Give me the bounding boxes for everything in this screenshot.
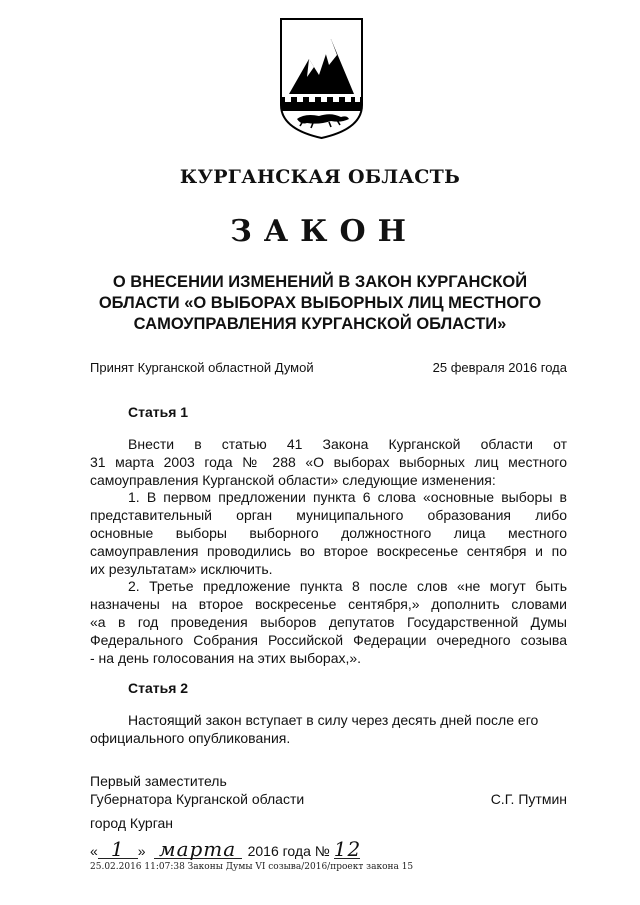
- article-1-item-2-line: назначены на второе воскресенье сентября,» дополнить словами: [90, 596, 567, 613]
- adopted-date: 25 февраля 2016 года: [432, 360, 567, 375]
- article-1-line: 31 марта 2003 года № 288 «О выборах выборных лиц местного: [90, 453, 567, 470]
- signatory-position: Губернатора Курганской области: [90, 791, 305, 807]
- law-title-line: О ВНЕСЕНИИ ИЗМЕНЕНИЙ В ЗАКОН КУРГАНСКОЙ: [112, 273, 528, 291]
- law-title: [60, 272, 580, 335]
- article-1-line: Внести в статью 41 Закона Курганской области от: [128, 436, 567, 452]
- place-of-signing: город Курган: [90, 815, 174, 831]
- date-close-quote: »: [137, 843, 146, 859]
- adopted-by: Принят Курганской областной Думой: [90, 360, 314, 375]
- article-1-item-2-line: Федерального Собрания Российской Федерации очередного созыва: [90, 631, 567, 648]
- law-title-line: ОБЛАСТИ «О ВЫБОРАХ ВЫБОРНЫХ ЛИЦ МЕСТНОГО: [98, 294, 542, 312]
- document-type: ЗАКОН: [230, 214, 418, 249]
- date-open-quote: «: [90, 843, 98, 859]
- date-line: [90, 837, 362, 861]
- document-footer: 25.02.2016 11:07:38 Законы Думы VI созыва/2016/проект закона 15: [90, 862, 414, 872]
- article-1-item-1-line: основные выборы выборного должностного лица местного: [90, 524, 567, 541]
- article-1-body: [90, 436, 567, 667]
- article-2-line: Настоящий закон вступает в силу через десять дней после его: [128, 712, 539, 728]
- article-2-heading: Статья 2: [128, 680, 189, 696]
- law-number-handwritten: 12: [333, 837, 362, 861]
- signatory-name: С.Г. Путмин: [490, 791, 567, 807]
- region-name: КУРГАНСКАЯ ОБЛАСТЬ: [179, 166, 461, 188]
- article-1-item-1-line: их результатам» исключить.: [90, 560, 273, 577]
- signature-block: [90, 772, 567, 808]
- law-title-line: САМОУПРАВЛЕНИЯ КУРГАНСКОЙ ОБЛАСТИ»: [133, 315, 507, 333]
- article-1-item-2-line: 2. Третье предложение пункта 8 после слов «не могут быть: [128, 578, 567, 595]
- article-1-item-1-line: самоуправления проводились во второе воскресенье сентября и по: [90, 542, 567, 559]
- date-day-handwritten: 1: [98, 840, 138, 859]
- article-1-item-1-line: 1. В первом предложении пункта 6 слова «основные выборы в: [128, 489, 567, 506]
- adoption-info: [90, 360, 567, 375]
- article-1-heading: Статья 1: [128, 404, 189, 420]
- article-2-body: [90, 712, 567, 748]
- article-1-line: самоуправления Курганской области» следующие изменения:: [90, 471, 496, 488]
- date-year-text: 2016 года №: [247, 843, 330, 859]
- signatory-position: Первый заместитель: [90, 773, 227, 789]
- article-1-item-2-line: «а в год проведения выборов депутатов Государственной Думы: [90, 613, 567, 630]
- article-1-item-2-line: - на день голосования на этих выборах,».: [90, 649, 362, 666]
- article-1-item-1-line: представительный орган муниципального образования либо: [90, 507, 567, 524]
- coat-of-arms: [279, 17, 364, 140]
- article-2-line: официального опубликования.: [90, 729, 291, 746]
- date-month-handwritten: марта: [154, 840, 242, 859]
